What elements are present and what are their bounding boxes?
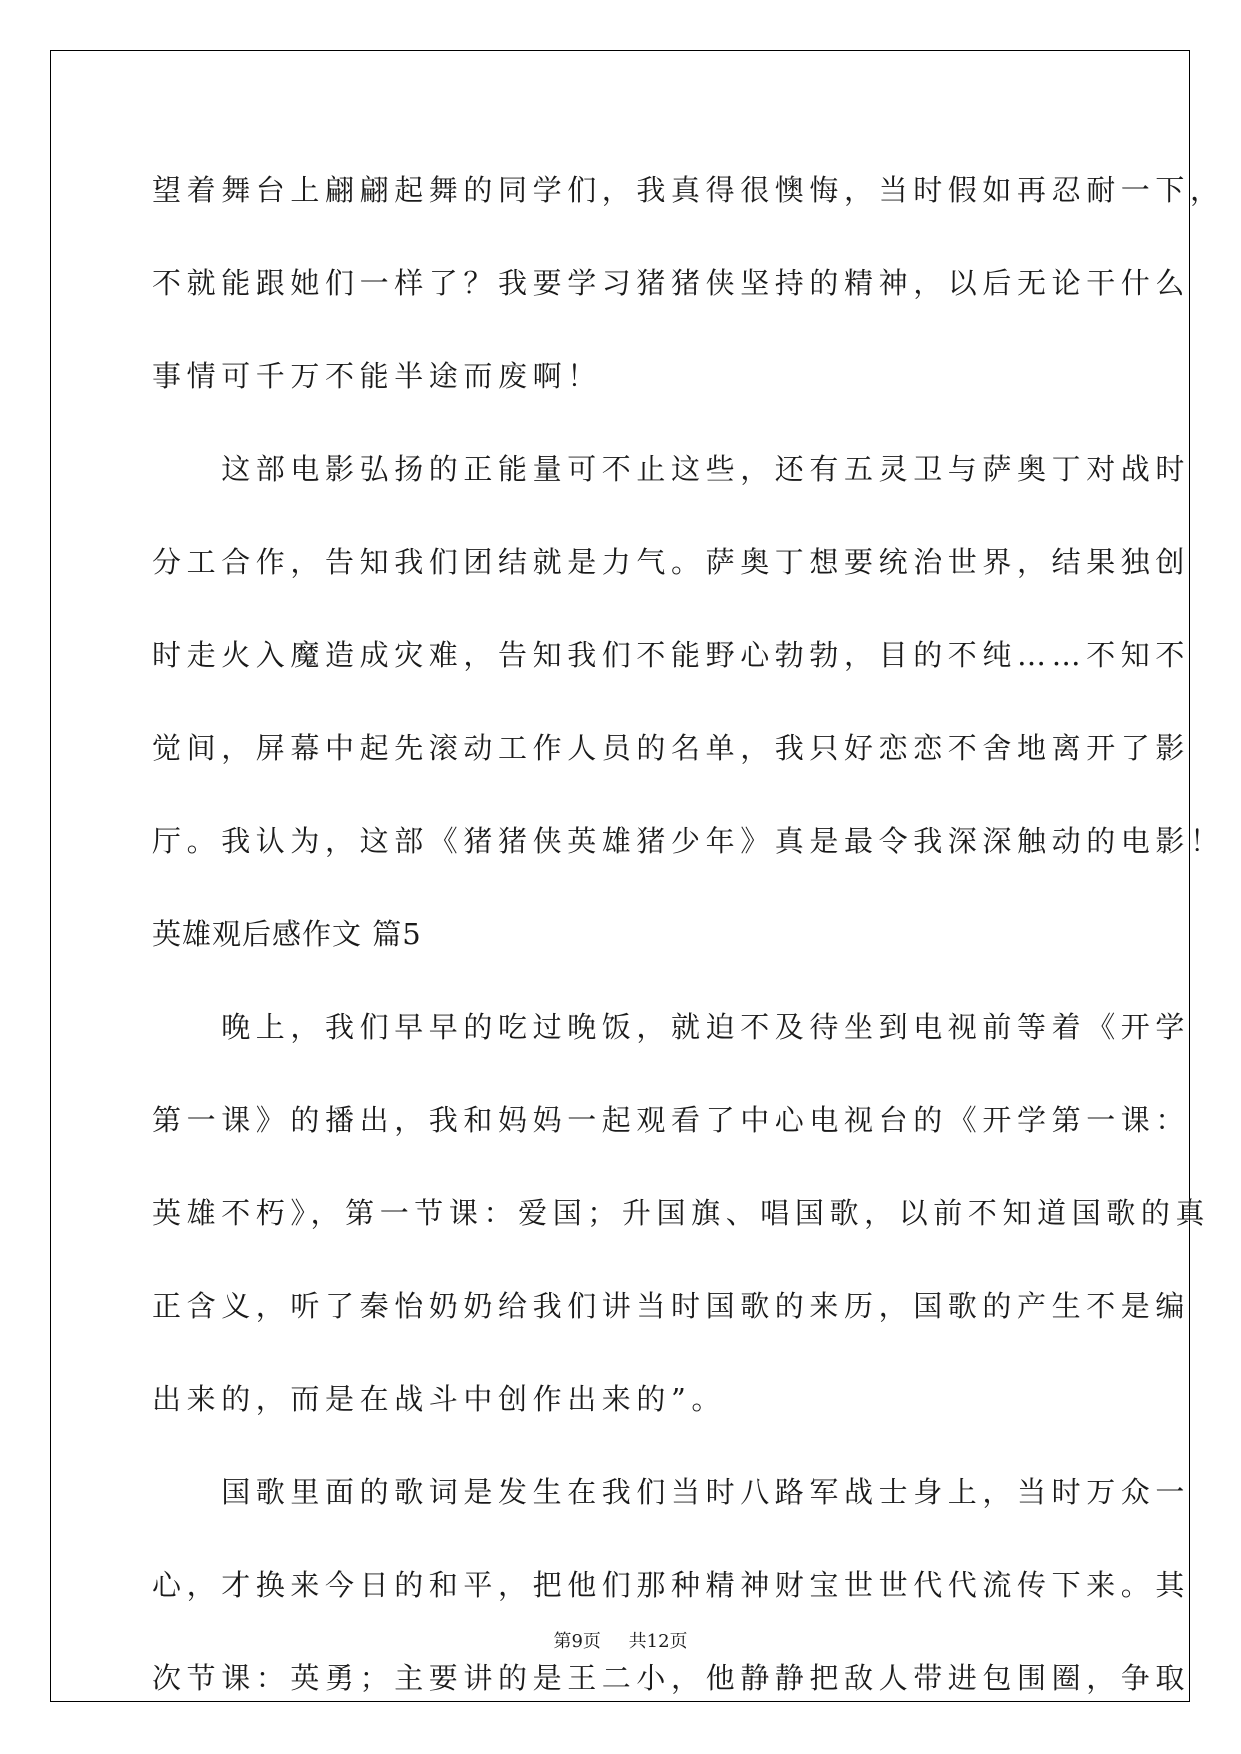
document-body: [152, 160, 1225, 1741]
text-line: 正含义，听了秦怡奶奶给我们讲当时国歌的来历，国歌的产生不是编: [152, 1289, 1191, 1323]
page-footer: [0, 1627, 1241, 1653]
text-line: 国歌里面的歌词是发生在我们当时八路军战士身上，当时万众一: [152, 1475, 1191, 1509]
text-line: 次节课：英勇；主要讲的是王二小，他静静把敌人带进包围圈，争取: [152, 1661, 1191, 1695]
text-line: 分工合作，告知我们团结就是力气。萨奥丁想要统治世界，结果独创: [152, 545, 1191, 579]
page-total: 共12页: [628, 1631, 688, 1652]
text-line: 觉间，屏幕中起先滚动工作人员的名单，我只好恋恋不舍地离开了影: [152, 731, 1191, 765]
text-line: 第一课》的播出，我和妈妈一起观看了中心电视台的《开学第一课：: [152, 1103, 1191, 1137]
text-line: 不就能跟她们一样了？我要学习猪猪侠坚持的精神，以后无论干什么: [152, 266, 1191, 300]
text-line: 出来的，而是在战斗中创作出来的”。: [152, 1382, 727, 1416]
text-line: 这部电影弘扬的正能量可不止这些，还有五灵卫与萨奥丁对战时: [152, 452, 1191, 486]
text-line: 厅。我认为，这部《猪猪侠英雄猪少年》真是最令我深深触动的电影！: [152, 824, 1225, 858]
text-line: 时走火入魔造成灾难，告知我们不能野心勃勃，目的不纯……不知不: [152, 638, 1191, 672]
text-line: 心，才换来今日的和平，把他们那种精神财宝世世代代流传下来。其: [152, 1568, 1191, 1602]
section-heading: 英雄观后感作文 篇5: [152, 917, 422, 951]
text-line: 晚上，我们早早的吃过晚饭，就迫不及待坐到电视前等着《开学: [152, 1010, 1191, 1044]
text-line: 望着舞台上翩翩起舞的同学们，我真得很懊悔，当时假如再忍耐一下，: [152, 173, 1225, 207]
page-number: 第9页: [553, 1631, 601, 1652]
text-line: 英雄不朽》，第一节课：爱国；升国旗、唱国歌，以前不知道国歌的真: [152, 1196, 1211, 1230]
text-line: 事情可千万不能半途而废啊！: [152, 359, 602, 393]
